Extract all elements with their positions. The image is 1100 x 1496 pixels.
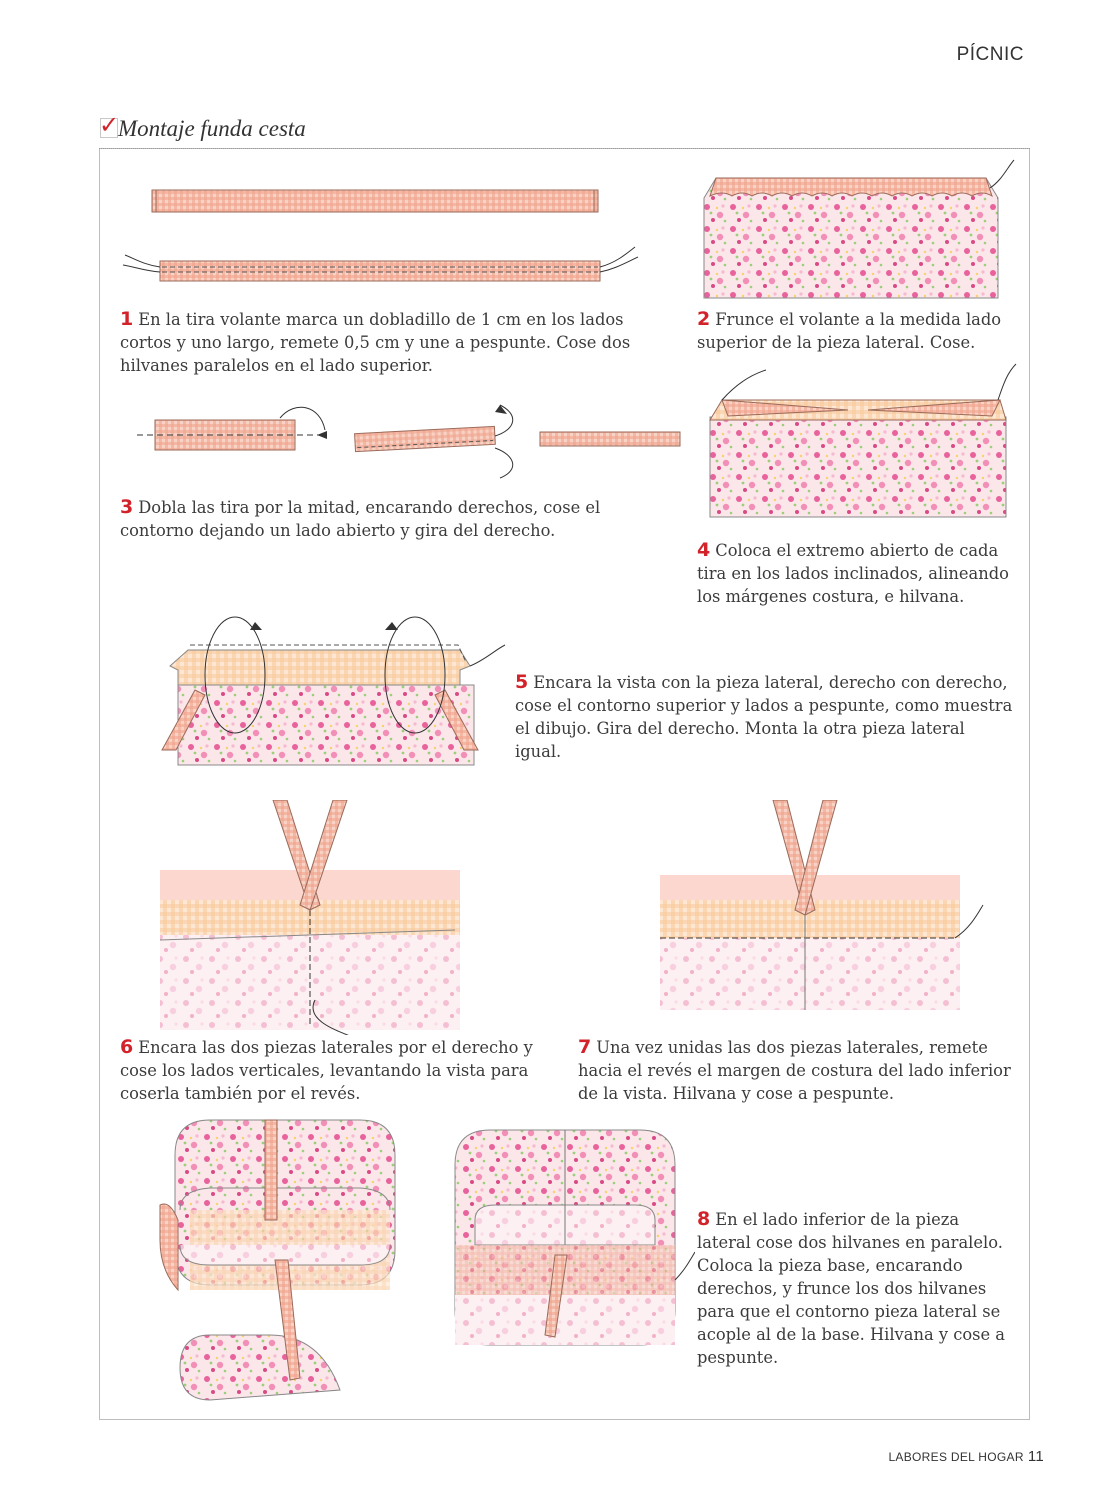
step-text: En la tira volante marca un dobladillo de 1 cm en los lados cortos y uno largo, remete 0,5 cm y une a pespunte. Cose dos hilvanes paralelos en el lado superior. — [120, 310, 631, 375]
step-number: 2 — [697, 308, 711, 330]
page-footer — [888, 1448, 1044, 1465]
check-mark-icon: ✓ — [99, 111, 120, 139]
illustration-step-8-b — [435, 1120, 695, 1350]
illustration-step-6 — [155, 800, 475, 1035]
illustration-step-1 — [120, 185, 660, 295]
step-number: 8 — [697, 1208, 711, 1230]
frame-top-divider — [99, 148, 1030, 149]
section-label: PÍCNIC — [956, 44, 1024, 65]
illustration-step-7 — [655, 800, 1005, 1015]
step-text: Frunce el volante a la medida lado superior de la pieza lateral. Cose. — [697, 310, 1002, 352]
step-7 — [578, 1036, 1018, 1105]
step-8 — [697, 1208, 1017, 1369]
magazine-name: LABORES DEL HOGAR — [888, 1450, 1024, 1464]
step-text: Una vez unidas las dos piezas laterales, remete hacia el revés el margen de costura del lado inferior de la vista. Hilvana y cose a pespunte. — [578, 1038, 1011, 1103]
step-number: 6 — [120, 1036, 134, 1058]
step-number: 3 — [120, 496, 134, 518]
step-text: Encara las dos piezas laterales por el derecho y cose los lados verticales, levantando la vista para coserla también por el revés. — [120, 1038, 533, 1103]
step-text: Coloca el extremo abierto de cada tira en los lados inclinados, alineando los márgenes costura, e hilvana. — [697, 541, 1009, 606]
step-number: 5 — [515, 671, 529, 693]
step-number: 1 — [120, 308, 134, 330]
illustration-step-5 — [160, 610, 510, 770]
step-text: En el lado inferior de la pieza lateral cose dos hilvanes en paralelo. Coloca la pieza base, encarando derechos, y frunce los dos hilvanes para que el contorno pieza lateral se acople al de la base. Hilvana y cose a pespunte. — [697, 1210, 1006, 1367]
step-5 — [515, 671, 1015, 763]
checkbox-icon — [99, 111, 120, 139]
step-text: Encara la vista con la pieza lateral, derecho con derecho, cose el contorno superior y lados a pespunte, como muestra el dibujo. Gira del derecho. Monta la otra pieza lateral igual. — [515, 673, 1013, 761]
step-2 — [697, 308, 1017, 354]
illustration-step-4 — [708, 362, 1018, 522]
step-1 — [120, 308, 670, 377]
illustration-step-3 — [135, 400, 695, 480]
page-title: Montaje funda cesta — [118, 116, 306, 141]
step-number: 4 — [697, 539, 711, 561]
illustration-step-2 — [702, 158, 1022, 303]
step-4 — [697, 539, 1017, 608]
page-number: 11 — [1027, 1448, 1044, 1465]
step-3 — [120, 496, 670, 542]
step-text: Dobla las tira por la mitad, encarando derechos, cose el contorno dejando un lado abierto y gira del derecho. — [120, 498, 601, 540]
illustration-step-8-a — [150, 1110, 420, 1410]
step-number: 7 — [578, 1036, 592, 1058]
step-6 — [120, 1036, 560, 1105]
